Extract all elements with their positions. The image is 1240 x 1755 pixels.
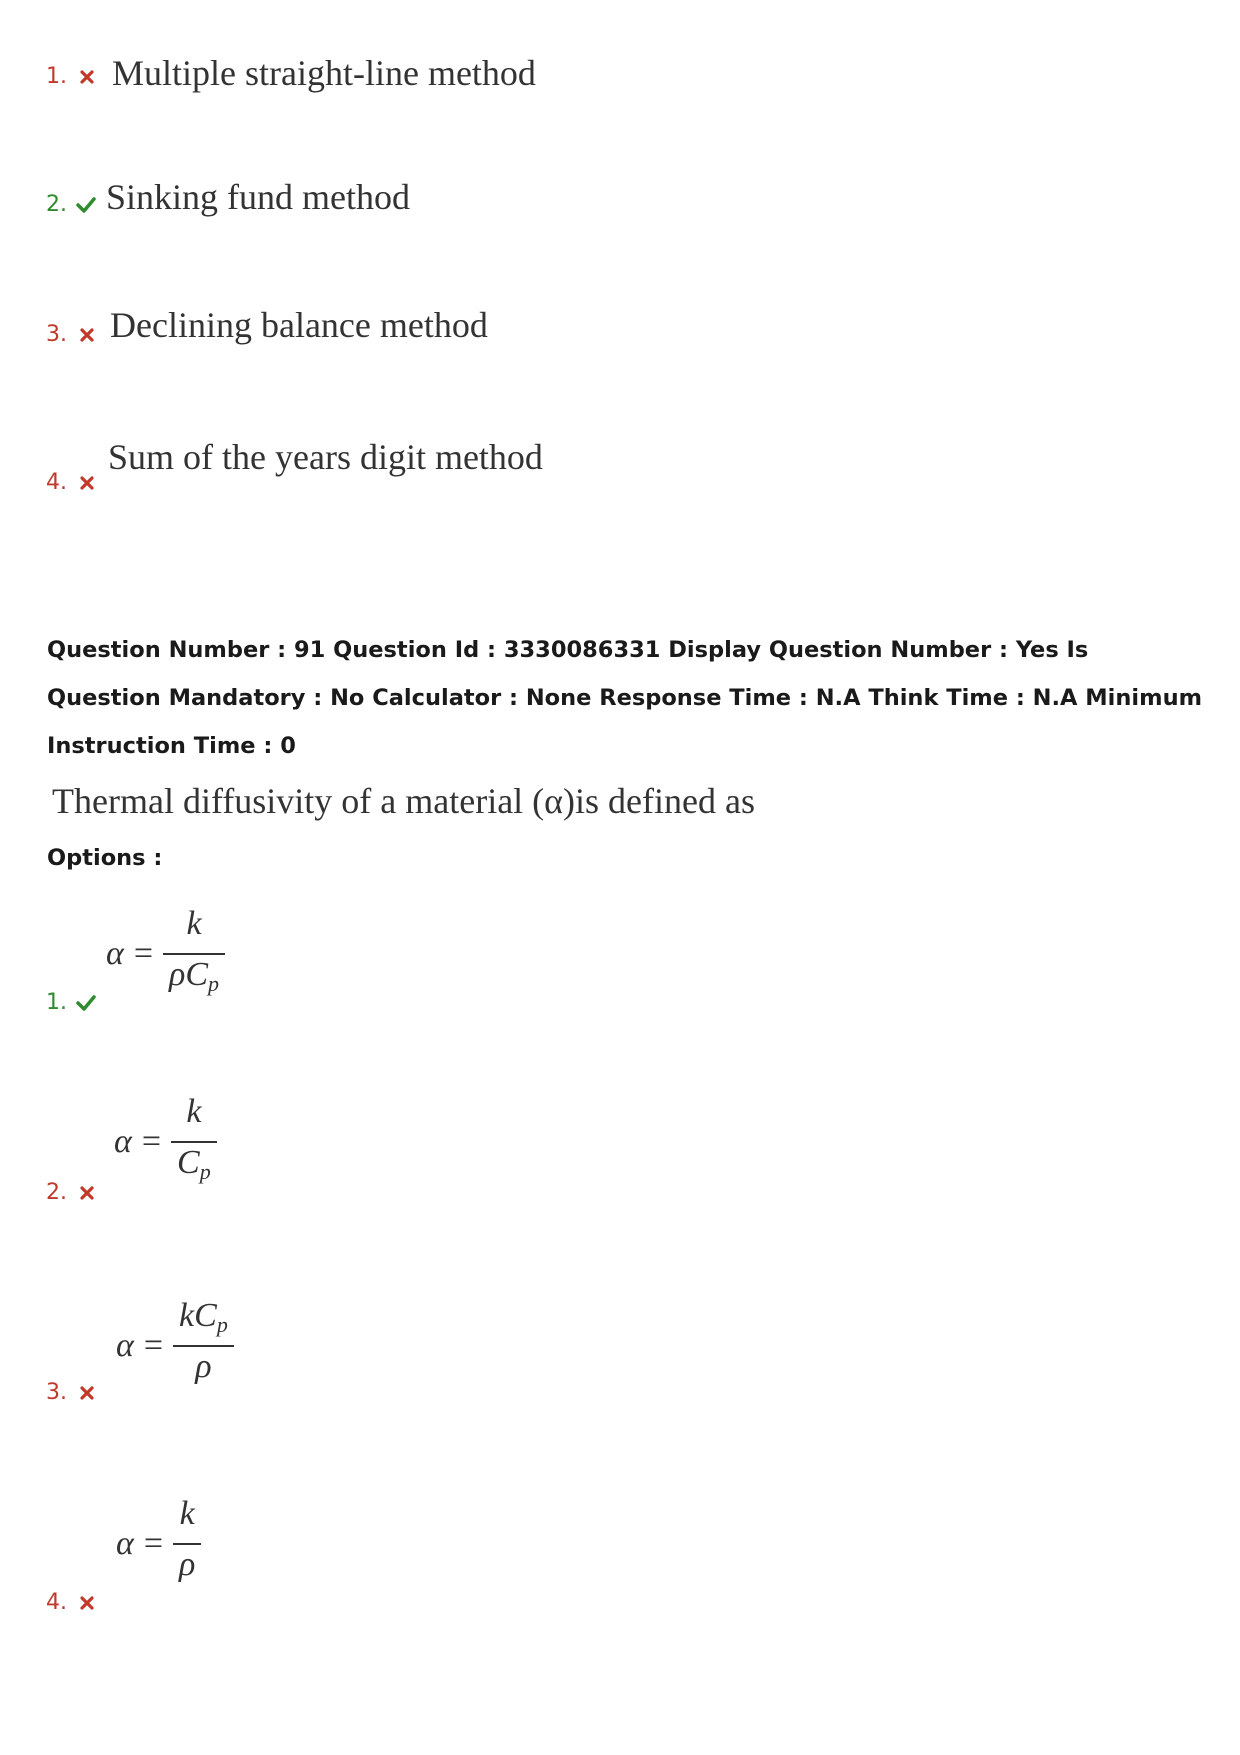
- denominator-text: ρ: [195, 1348, 212, 1385]
- fraction: [173, 1494, 201, 1594]
- prev-option-1-text: Multiple straight-line method: [112, 53, 536, 93]
- numerator-text: k: [186, 1093, 202, 1130]
- fraction: [163, 904, 225, 1004]
- option-number: 1.: [46, 64, 67, 89]
- check-icon: [76, 995, 96, 1015]
- numerator-text: k: [179, 1495, 195, 1532]
- option-3-formula: [116, 1296, 234, 1396]
- denominator: [163, 955, 225, 1004]
- alpha-symbol: α: [116, 1327, 134, 1364]
- fraction: [173, 1296, 234, 1396]
- option-3-marker: [46, 1380, 94, 1405]
- question-meta: Question Number : 91 Question Id : 3330086331 Display Question Number : Yes Is Question Mandatory : No Calculator : None Response Time : N.A Think Time : N.A Minimum Instruction Time : 0: [47, 637, 1203, 759]
- denominator: [171, 1143, 217, 1192]
- option-number: 3.: [46, 322, 67, 347]
- prev-option-1: [46, 64, 94, 89]
- option-number: 4.: [46, 1590, 67, 1615]
- alpha-symbol: α: [114, 1123, 132, 1160]
- alpha-symbol: α: [106, 935, 124, 972]
- denominator: [173, 1545, 201, 1594]
- fraction: [171, 1092, 217, 1192]
- equals-sign: =: [143, 1525, 164, 1562]
- denominator-text: ρC: [169, 956, 209, 993]
- cross-icon: [80, 1185, 94, 1204]
- alpha-symbol: α: [116, 1525, 134, 1562]
- denominator-subscript: p: [208, 971, 220, 996]
- numerator-subscript: p: [216, 1312, 228, 1337]
- prev-option-3-text: Declining balance method: [110, 305, 488, 345]
- numerator: [174, 1494, 201, 1543]
- denominator-text: C: [177, 1144, 200, 1181]
- option-4-formula: [116, 1494, 201, 1594]
- equals-sign: =: [133, 935, 154, 972]
- options-label: Options :: [47, 845, 163, 871]
- numerator-text: k: [186, 905, 202, 942]
- option-number: 2.: [46, 192, 67, 217]
- prev-option-4: [46, 470, 94, 495]
- check-icon: [76, 197, 96, 217]
- option-2-marker: [46, 1180, 94, 1205]
- numerator-text: kC: [179, 1297, 217, 1334]
- numerator: [181, 904, 208, 953]
- cross-icon: [80, 475, 94, 494]
- equals-sign: =: [143, 1327, 164, 1364]
- option-number: 4.: [46, 470, 67, 495]
- option-number: 2.: [46, 1180, 67, 1205]
- cross-icon: [80, 327, 94, 346]
- cross-icon: [80, 69, 94, 88]
- option-2-formula: [114, 1092, 217, 1192]
- question-text: Thermal diffusivity of a material (α)is defined as: [52, 781, 755, 821]
- prev-option-2-text: Sinking fund method: [106, 177, 410, 217]
- option-4-marker: [46, 1590, 94, 1615]
- option-1-formula: [106, 904, 225, 1004]
- denominator-subscript: p: [199, 1159, 211, 1184]
- prev-option-4-text: Sum of the years digit method: [108, 437, 543, 477]
- option-number: 1.: [46, 990, 67, 1015]
- numerator: [173, 1296, 234, 1345]
- cross-icon: [80, 1385, 94, 1404]
- numerator: [180, 1092, 207, 1141]
- denominator-text: ρ: [179, 1546, 196, 1583]
- equals-sign: =: [141, 1123, 162, 1160]
- option-1-marker: [46, 990, 96, 1015]
- option-number: 3.: [46, 1380, 67, 1405]
- prev-option-3: [46, 322, 94, 347]
- cross-icon: [80, 1595, 94, 1614]
- denominator: [189, 1347, 217, 1396]
- prev-option-2: [46, 192, 96, 217]
